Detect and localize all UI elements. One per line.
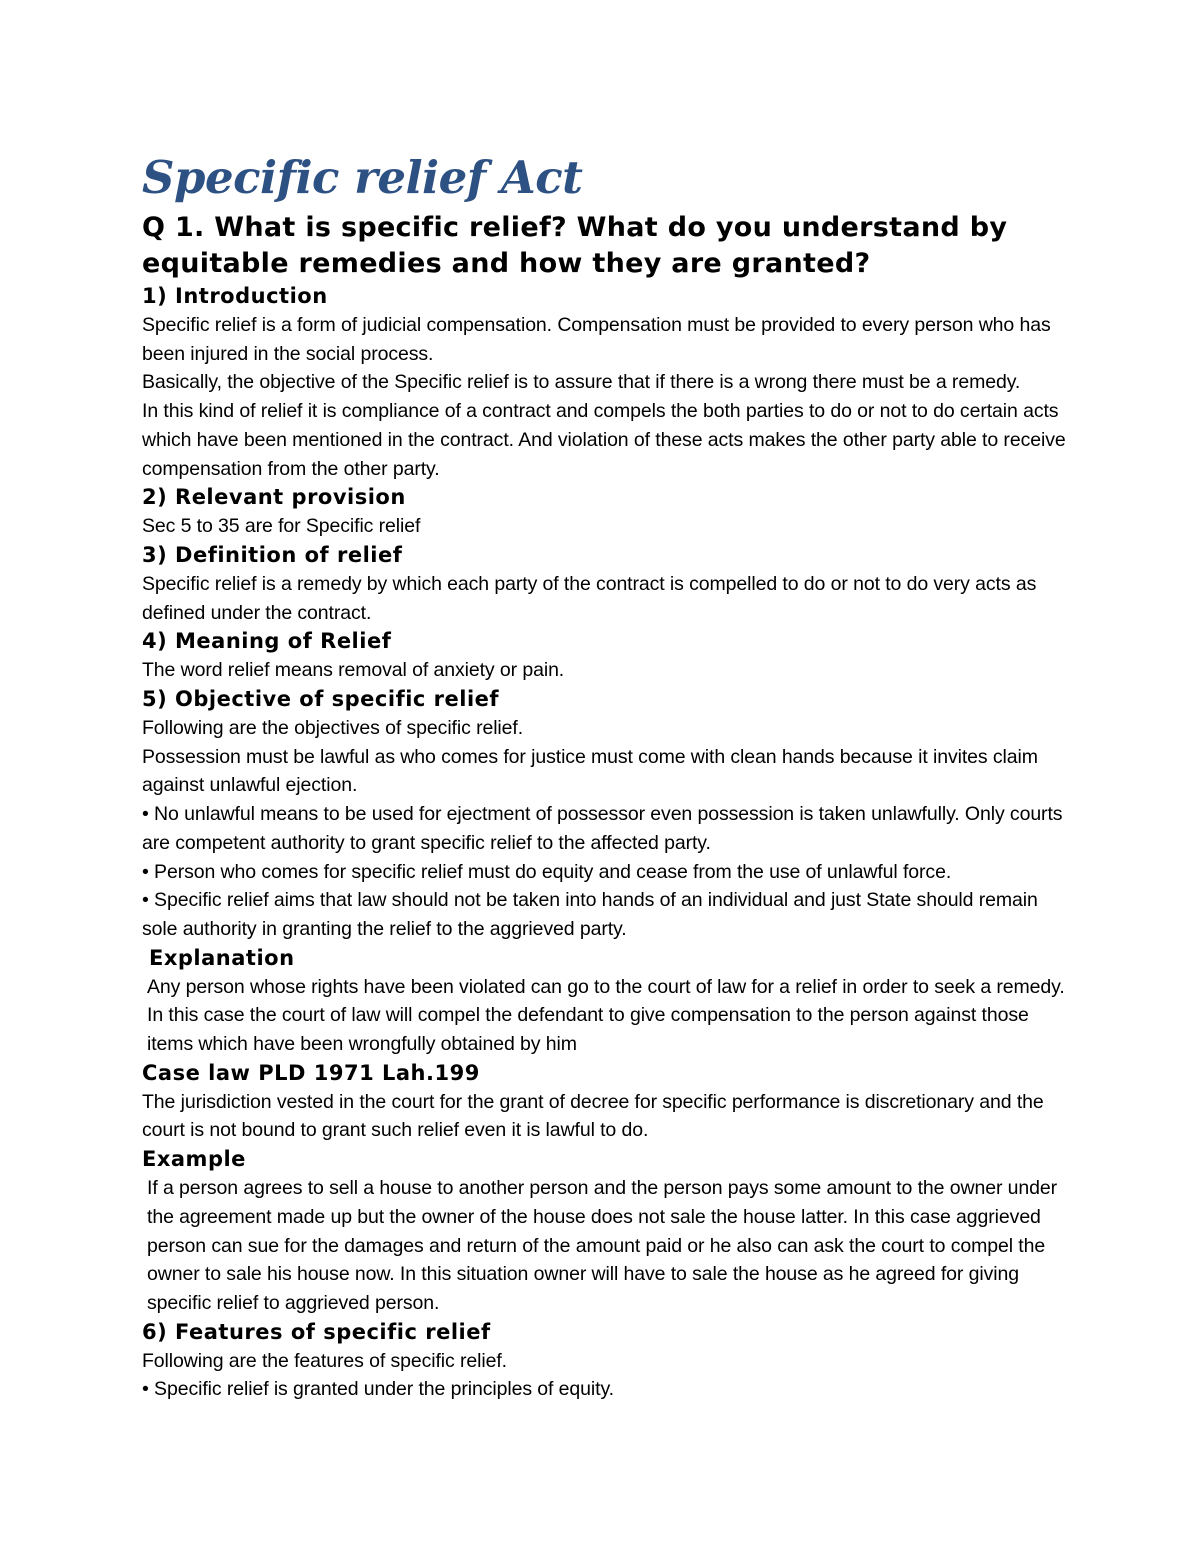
features-bullet-item: • Specific relief is granted under the principles of equity. — [142, 1375, 1072, 1404]
section-heading-example: Example — [142, 1147, 246, 1172]
definition-text: Specific relief is a remedy by which each party of the contract is compelled to do or not to do very acts as defined under the contract. — [142, 572, 1037, 624]
document-title: Specific relief Act — [142, 151, 583, 204]
document-page — [142, 148, 1072, 1404]
features-intro: Following are the features of specific relief. — [142, 1349, 507, 1372]
section-heading-explanation: Explanation — [149, 945, 295, 970]
section-heading-objective: 5) Objective of specific relief — [142, 687, 500, 712]
explanation-text: Any person whose rights have been violated can go to the court of law for a relief in order to seek a remedy. In this case the court of law will compel the defendant to give compensation to the person against those items which have been wrongfully obtained by him — [147, 975, 1065, 1056]
section-heading-features: 6) Features of specific relief — [142, 1319, 491, 1344]
introduction-paragraph: Basically, the objective of the Specific relief is to assure that if there is a wrong there must be a remedy. — [142, 371, 1021, 394]
case-law-text: The jurisdiction vested in the court for the grant of decree for specific performance is discretionary and the court is not bound to grant such relief even it is lawful to do. — [142, 1090, 1044, 1142]
section-heading-case-law: Case law PLD 1971 Lah.199 — [142, 1060, 480, 1085]
meaning-text: The word relief means removal of anxiety or pain. — [142, 659, 565, 682]
example-text: If a person agrees to sell a house to another person and the person pays some amount to the owner under the agreement made up but the owner of the house does not sale the house latter. In this case aggrieved person can sue for the damages and return of the amount paid or he also can ask the court to compel the owner to sale his house now. In this situation owner will have to sale the house as he agreed for giving specific relief to aggrieved person. — [147, 1177, 1058, 1314]
section-heading-introduction: 1) Introduction — [142, 284, 328, 308]
question-heading: Q 1. What is specific relief? What do you understand by equitable remedies and how they are granted? — [142, 212, 1008, 279]
relevant-provision-text: Sec 5 to 35 are for Specific relief — [142, 515, 421, 538]
introduction-paragraph: Specific relief is a form of judicial compensation. Compensation must be provided to every person who has been injured in the social process. — [142, 314, 1051, 365]
objective-bullet-item: • Specific relief aims that law should not be taken into hands of an individual and just State should remain sole authority in granting the relief to the aggrieved party. — [142, 886, 1072, 943]
objective-bullet-item: • No unlawful means to be used for ejectment of possessor even possession is taken unlawfully. Only courts are competent authority to grant specific relief to the affected party. — [142, 800, 1072, 857]
section-heading-definition: 3) Definition of relief — [142, 542, 403, 567]
objective-paragraph: Possession must be lawful as who comes for justice must come with clean hands because it invites claim against unlawful ejection. — [142, 745, 1038, 797]
objective-intro: Following are the objectives of specific relief. — [142, 717, 524, 740]
section-heading-meaning: 4) Meaning of Relief — [142, 629, 392, 654]
objective-bullet-item: • Person who comes for specific relief must do equity and cease from the use of unlawful force. — [142, 858, 1072, 887]
introduction-paragraph: In this kind of relief it is compliance of a contract and compels the both parties to do or not to do certain acts which have been mentioned in the contract. And violation of these acts makes the other party able to receive compensation from the other party. — [142, 400, 1066, 480]
section-heading-relevant-provision: 2) Relevant provision — [142, 485, 406, 510]
